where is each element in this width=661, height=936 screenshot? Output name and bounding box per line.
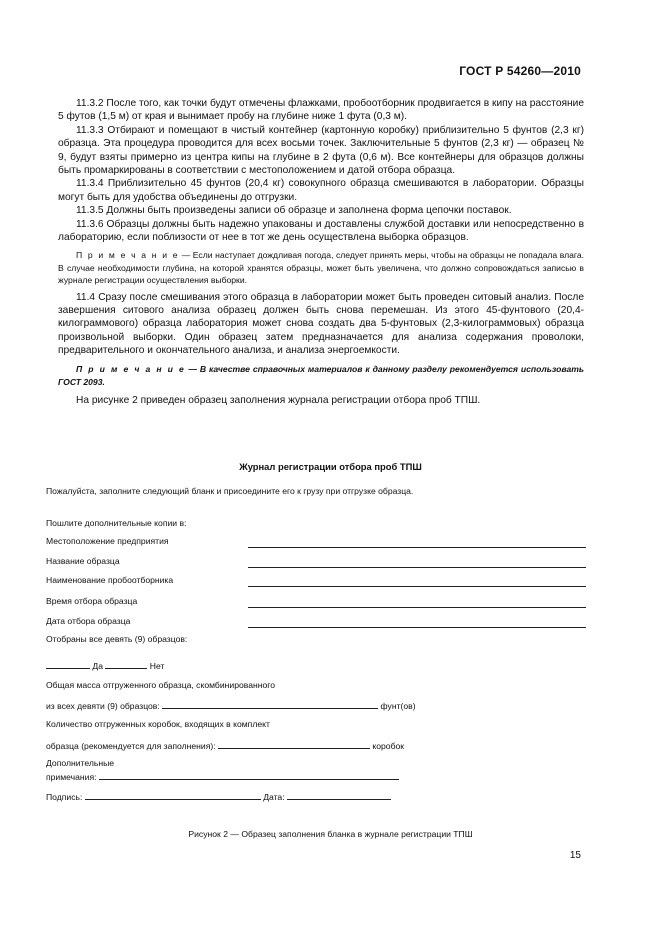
- paragraph-11-4: 11.4 Сразу после смешивания этого образца в лаборатории может быть проведен ситовый анализ. После завершения ситового анализа образец должен быть снова перемешан. Из этого 45-фунтового (20,4-килограммового) образца лаборатория может снова создать два 5-фунтовых (2,3-килограммовых) образца произвольной выборки. Один образец затем предназначается для анализа содержания проволоки, предварительного и окончательного анализа, и анализа энергоемкости.: [58, 292, 584, 356]
- boxes-label: Количество отгруженных коробок, входящих в комплект: [46, 719, 270, 729]
- yes-no-row: [46, 659, 164, 671]
- standard-header: ГОСТ Р 54260—2010: [459, 64, 581, 78]
- note-text: — В качестве справочных материалов к данному разделу рекомендуется использовать ГОСТ 2093.: [58, 364, 584, 387]
- no-blank[interactable]: [105, 659, 147, 669]
- remarks-row: [46, 770, 399, 782]
- page-number: 15: [569, 850, 581, 861]
- signature-blank[interactable]: [85, 790, 261, 800]
- body-text: [58, 97, 584, 407]
- total-mass-row: [46, 699, 416, 711]
- field-underline[interactable]: [248, 586, 586, 587]
- field-label: Дата отбора образца: [46, 616, 131, 626]
- note-label: П р и м е ч а н и е: [76, 364, 186, 375]
- field-underline[interactable]: [248, 607, 586, 608]
- form-instruction: Пожалуйста, заполните следующий бланк и присоедините его к грузу при отгрузке образца.: [46, 486, 414, 496]
- note-label: П р и м е ч а н и е: [76, 250, 180, 261]
- total-mass-label-2: из всех девяти (9) образцов:: [46, 701, 160, 711]
- form-title: Журнал регистрации отбора проб ТПШ: [239, 461, 422, 472]
- boxes-row: [46, 739, 404, 751]
- field-label: Местоположение предприятия: [46, 536, 169, 546]
- note-rain: [58, 249, 584, 286]
- paragraph-11-3-5: 11.3.5 Должны быть произведены записи об образце и заполнена форма цепочки поставок.: [76, 205, 512, 217]
- field-location[interactable]: [46, 536, 586, 548]
- field-label: Наименование пробоотборника: [46, 575, 174, 585]
- copies-to-label: Пошлите дополнительные копии в:: [46, 518, 187, 528]
- total-mass-blank[interactable]: [162, 699, 378, 709]
- figure-caption: Рисунок 2 — Образец заполнения бланка в журнале регистрации ТПШ: [188, 829, 473, 839]
- field-underline[interactable]: [248, 547, 586, 548]
- yes-label: Да: [92, 661, 103, 671]
- date-label: Дата:: [263, 792, 285, 802]
- figure-reference: На рисунке 2 приведен образец заполнения журнала регистрации отбора проб ТПШ.: [76, 394, 481, 406]
- boxes-unit: коробок: [372, 741, 405, 751]
- note-reference: [58, 363, 584, 388]
- paragraph-11-3-6: 11.3.6 Образцы должны быть надежно упакованы и доставлены службой доставки или непосредственно в лабораторию, если поблизости от нее в тот же день осуществлена выборка образцов.: [58, 218, 584, 244]
- boxes-blank[interactable]: [218, 739, 370, 749]
- field-sampler-name[interactable]: [46, 575, 586, 587]
- field-label: Время отбора образца: [46, 596, 138, 606]
- field-underline[interactable]: [248, 567, 586, 568]
- paragraph-11-3-4: 11.3.4 Приблизительно 45 фунтов (20,4 кг) совокупного образца смешиваются в лаборатории. Образцы могут быть для удобства объединены до отгрузки.: [58, 178, 584, 203]
- remarks-label-2: примечания:: [46, 772, 97, 782]
- field-underline[interactable]: [248, 627, 586, 628]
- no-label: Нет: [149, 661, 165, 671]
- field-sampling-date[interactable]: [46, 616, 586, 628]
- yes-blank[interactable]: [46, 659, 90, 669]
- field-sample-name[interactable]: [46, 556, 586, 568]
- date-blank[interactable]: [287, 790, 391, 800]
- boxes-label-2: образца (рекомендуется для заполнения):: [46, 741, 216, 751]
- remarks-blank[interactable]: [99, 770, 399, 780]
- field-label: Название образца: [46, 556, 120, 566]
- remarks-label: Дополнительные: [46, 758, 115, 768]
- signature-label: Подпись:: [46, 792, 83, 802]
- total-mass-label: Общая масса отгруженного образца, скомбинированного: [46, 680, 275, 690]
- all-nine-label: Отобраны все девять (9) образцов:: [46, 634, 188, 644]
- paragraph-11-3-3: 11.3.3 Отбирают и помещают в чистый контейнер (картонную коробку) приблизительно 5 фунтов (2,3 кг) образца. Эта процедура проводится для всех восьми точек. Заключительные 5 фунтов (2,3 кг) — образец № 9, будут взяты примерно из центра кипы на глубине в 2 фута (0,6 м). Все контейнеры для образцов должны быть промаркированы в соответствии с местоположением и датой отбора образца.: [58, 124, 584, 177]
- pounds-unit: фунт(ов): [380, 701, 416, 711]
- signature-row: [46, 790, 391, 802]
- field-sampling-time[interactable]: [46, 596, 586, 608]
- paragraph-11-3-2: 11.3.2 После того, как точки будут отмечены флажками, пробоотборник продвигается в кипу на расстояние 5 футов (1,5 м) от края и вынимает пробу на глубине ниже 1 фута (0,3 м).: [58, 98, 584, 123]
- note-text: — Если наступает дождливая погода, следует принять меры, чтобы на образцы не попадала влага. В случае необходимости глубина, на которой хранятся образцы, может быть увеличена, что должно сопровождаться записью в журнале регистрации осуществления выборки.: [58, 250, 584, 285]
